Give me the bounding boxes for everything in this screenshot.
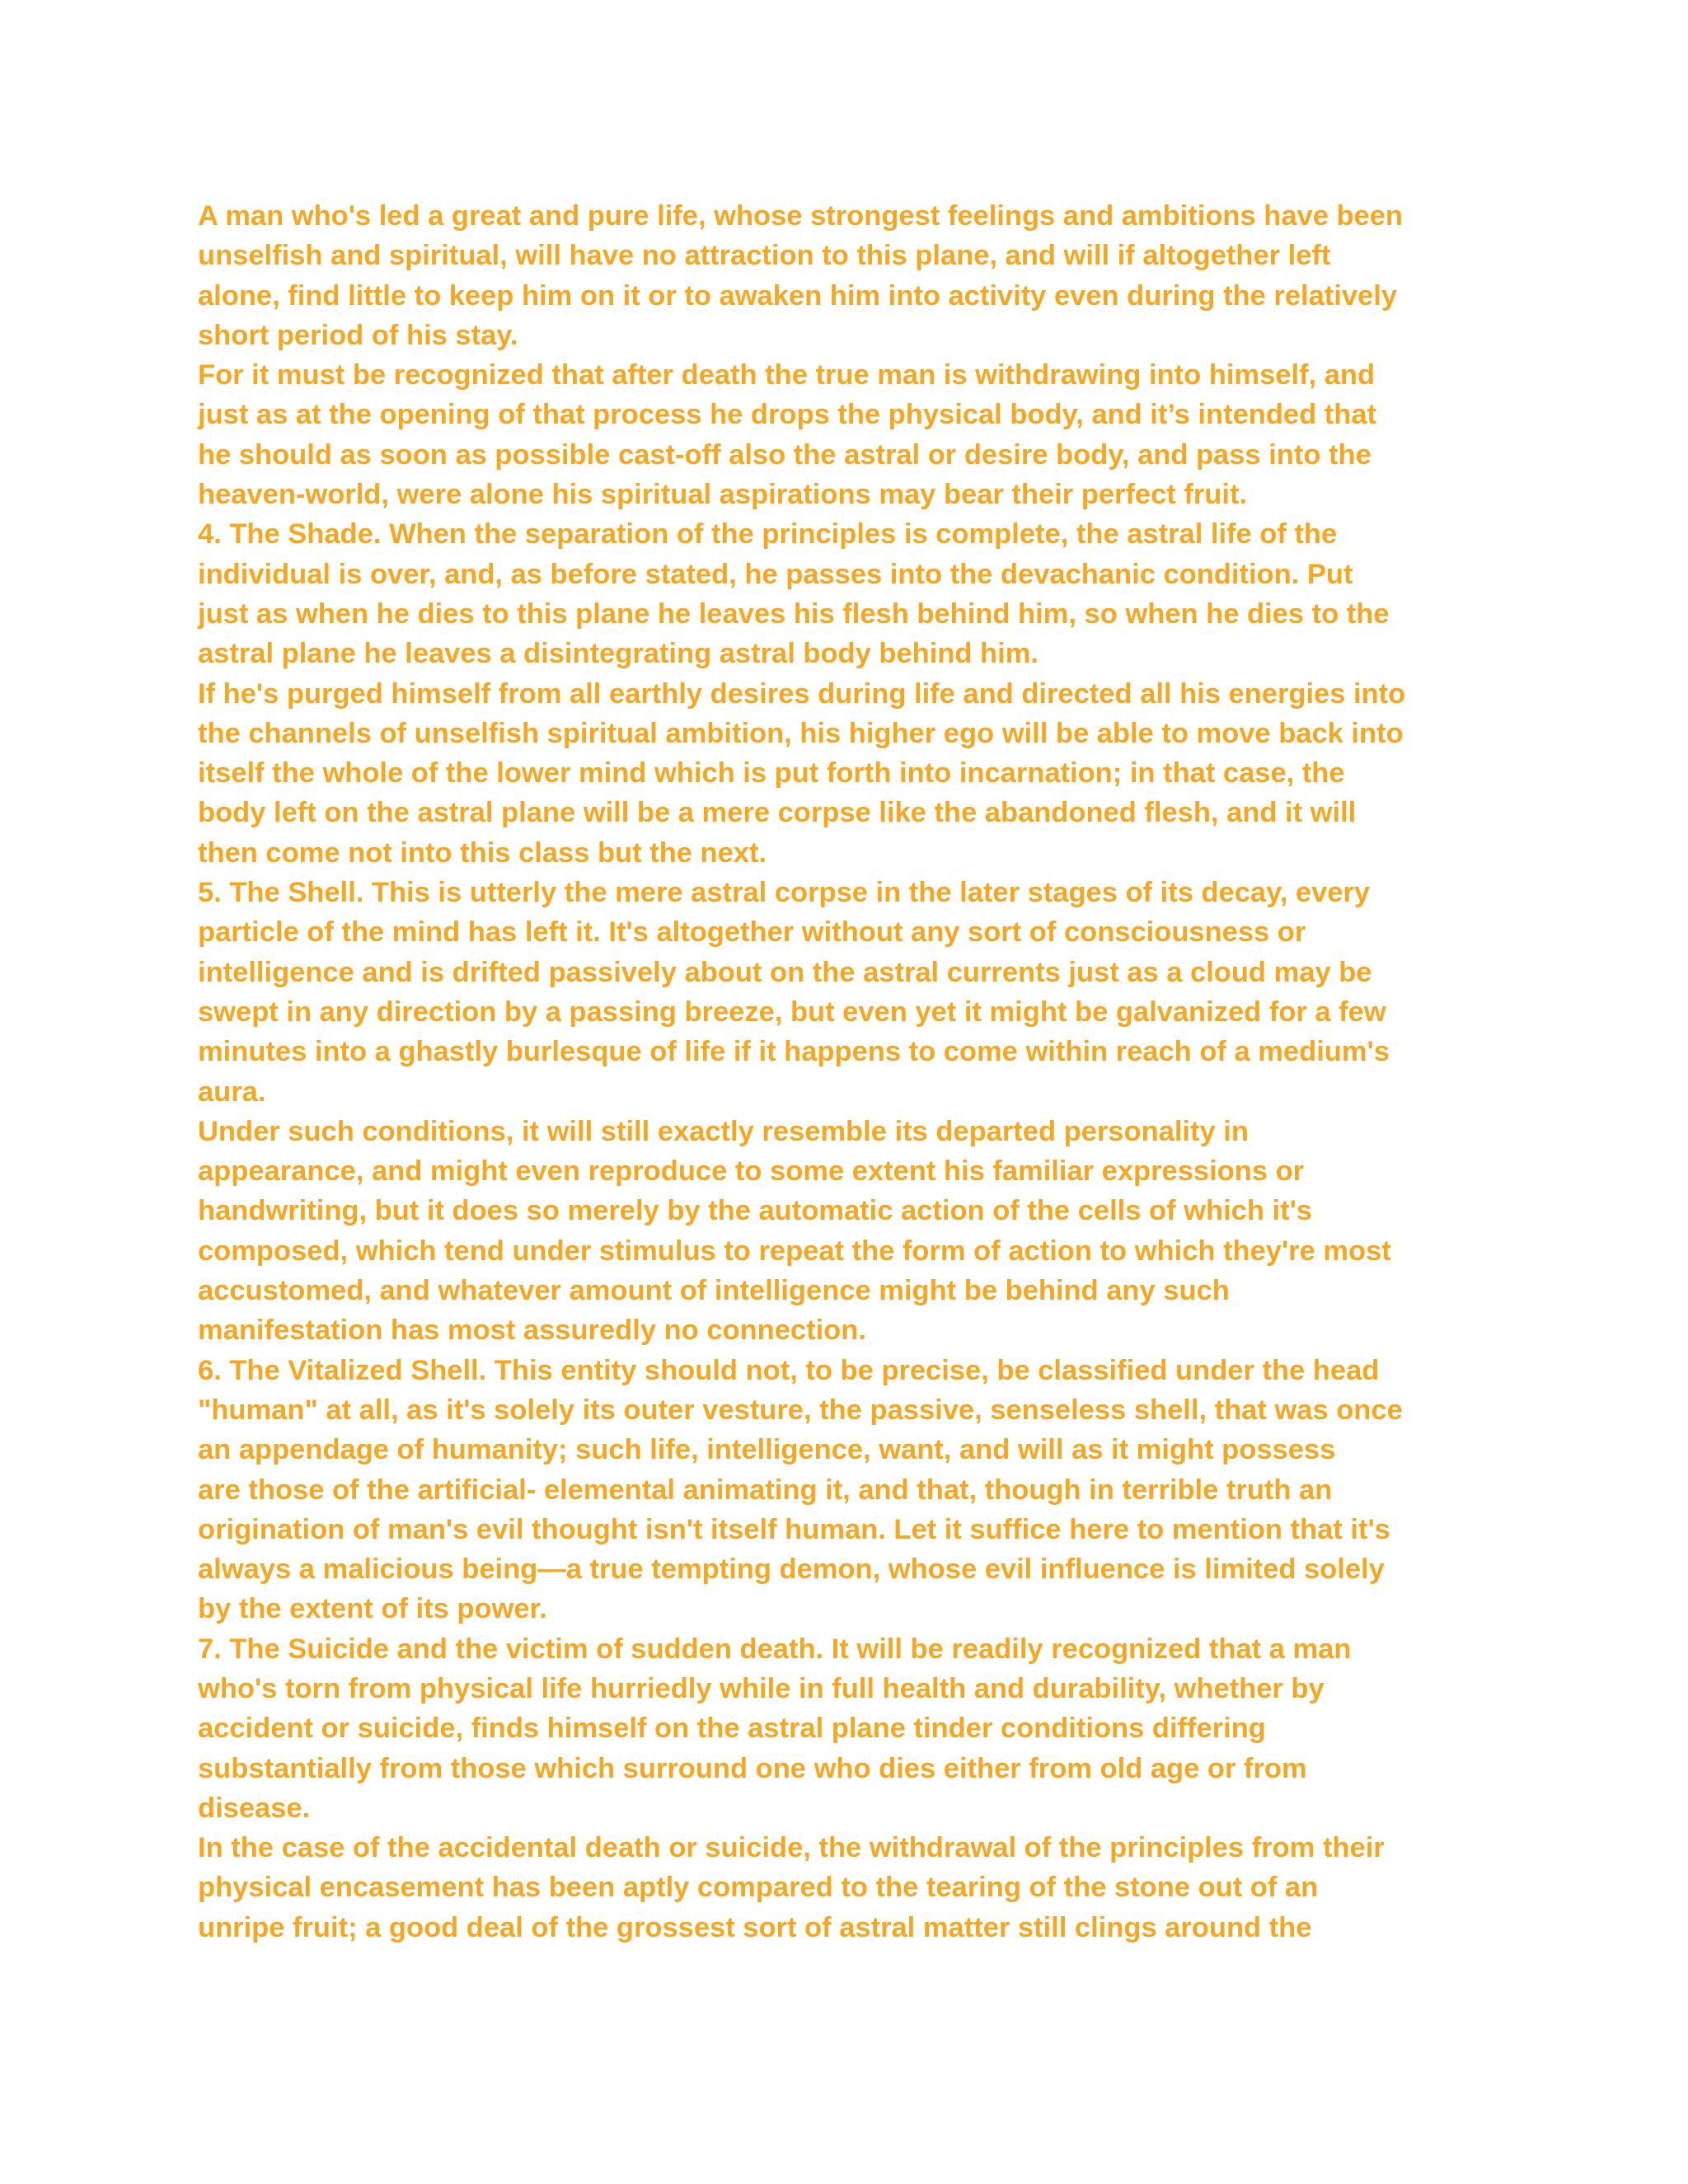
- text-line: just as at the opening of that process he drops the physical body, and it’s intended that: [198, 399, 1376, 431]
- text-line: manifestation has most assuredly no connection.: [198, 1315, 866, 1347]
- text-line: itself the whole of the lower mind which is put forth into incarnation; in that case, the: [198, 757, 1345, 790]
- text-line: accustomed, and whatever amount of intelligence might be behind any such: [198, 1275, 1230, 1307]
- text-line: body left on the astral plane will be a mere corpse like the abandoned flesh, and it will: [198, 797, 1357, 829]
- text-line: 7. The Suicide and the victim of sudden death. It will be readily recognized that a man: [198, 1633, 1352, 1665]
- text-line: Under such conditions, it will still exactly resemble its departed personality in: [198, 1115, 1249, 1147]
- text-line: 5. The Shell. This is utterly the mere astral corpse in the later stages of its decay, every: [198, 877, 1371, 909]
- text-line: In the case of the accidental death or suicide, the withdrawal of the principles from their: [198, 1832, 1385, 1864]
- text-line: who's torn from physical life hurriedly while in full health and durability, whether by: [198, 1672, 1325, 1704]
- text-line: A man who's led a great and pure life, whose strongest feelings and ambitions have been: [198, 200, 1403, 232]
- text-line: then come not into this class but the next.: [198, 837, 767, 869]
- text-line: just as when he dies to this plane he leaves his flesh behind him, so when he dies to the: [198, 598, 1390, 630]
- text-line: For it must be recognized that after death the true man is withdrawing into himself, and: [198, 359, 1376, 391]
- text-line: minutes into a ghastly burlesque of life if it happens to come within reach of a medium's: [198, 1036, 1390, 1068]
- text-line: astral plane he leaves a disintegrating astral body behind him.: [198, 638, 1039, 670]
- text-line: aura.: [198, 1076, 266, 1108]
- text-line: physical encasement has been aptly compared to the tearing of the stone out of an: [198, 1872, 1319, 1904]
- text-line: an appendage of humanity; such life, intelligence, want, and will as it might possess: [198, 1434, 1336, 1466]
- text-line: short period of his stay.: [198, 319, 518, 351]
- text-line: swept in any direction by a passing breeze, but even yet it might be galvanized for a few: [198, 996, 1386, 1028]
- text-line: "human" at all, as it's solely its outer vesture, the passive, senseless shell, that was once: [198, 1394, 1403, 1426]
- text-line: disease.: [198, 1792, 311, 1824]
- text-line: by the extent of its power.: [198, 1593, 547, 1625]
- text-line: 4. The Shade. When the separation of the principles is complete, the astral life of the: [198, 518, 1338, 551]
- body-text: [198, 196, 1517, 1947]
- text-line: unripe fruit; a good deal of the grossest sort of astral matter still clings around the: [198, 1911, 1312, 1943]
- text-line: individual is over, and, as before stated, he passes into the devachanic condition. Put: [198, 558, 1353, 590]
- text-line: alone, find little to keep him on it or to awaken him into activity even during the relatively: [198, 279, 1398, 312]
- text-line: unselfish and spiritual, will have no attraction to this plane, and will if altogether left: [198, 240, 1331, 272]
- text-line: heaven-world, were alone his spiritual aspirations may bear their perfect fruit.: [198, 479, 1248, 511]
- text-line: always a malicious being—a true tempting demon, whose evil influence is limited solely: [198, 1554, 1385, 1586]
- text-line: If he's purged himself from all earthly desires during life and directed all his energies into: [198, 677, 1406, 710]
- text-line: substantially from those which surround one who dies either from old age or from: [198, 1752, 1307, 1784]
- text-line: intelligence and is drifted passively about on the astral currents just as a cloud may be: [198, 956, 1372, 988]
- text-line: particle of the mind has left it. It's altogether without any sort of consciousness or: [198, 916, 1306, 949]
- text-line: accident or suicide, finds himself on the astral plane tinder conditions differing: [198, 1713, 1266, 1745]
- text-line: the channels of unselfish spiritual ambition, his higher ego will be able to move back into: [198, 717, 1404, 749]
- text-line: origination of man's evil thought isn't itself human. Let it suffice here to mention that it's: [198, 1513, 1390, 1545]
- text-line: composed, which tend under stimulus to repeat the form of action to which they're most: [198, 1235, 1391, 1267]
- text-line: are those of the artificial- elemental animating it, and that, though in terrible truth an: [198, 1474, 1333, 1506]
- text-line: he should as soon as possible cast-off also the astral or desire body, and pass into the: [198, 438, 1372, 471]
- text-line: 6. The Vitalized Shell. This entity should not, to be precise, be classified under the head: [198, 1354, 1380, 1386]
- text-line: handwriting, but it does so merely by the automatic action of the cells of which it's: [198, 1195, 1312, 1227]
- text-line: appearance, and might even reproduce to some extent his familiar expressions or: [198, 1155, 1305, 1188]
